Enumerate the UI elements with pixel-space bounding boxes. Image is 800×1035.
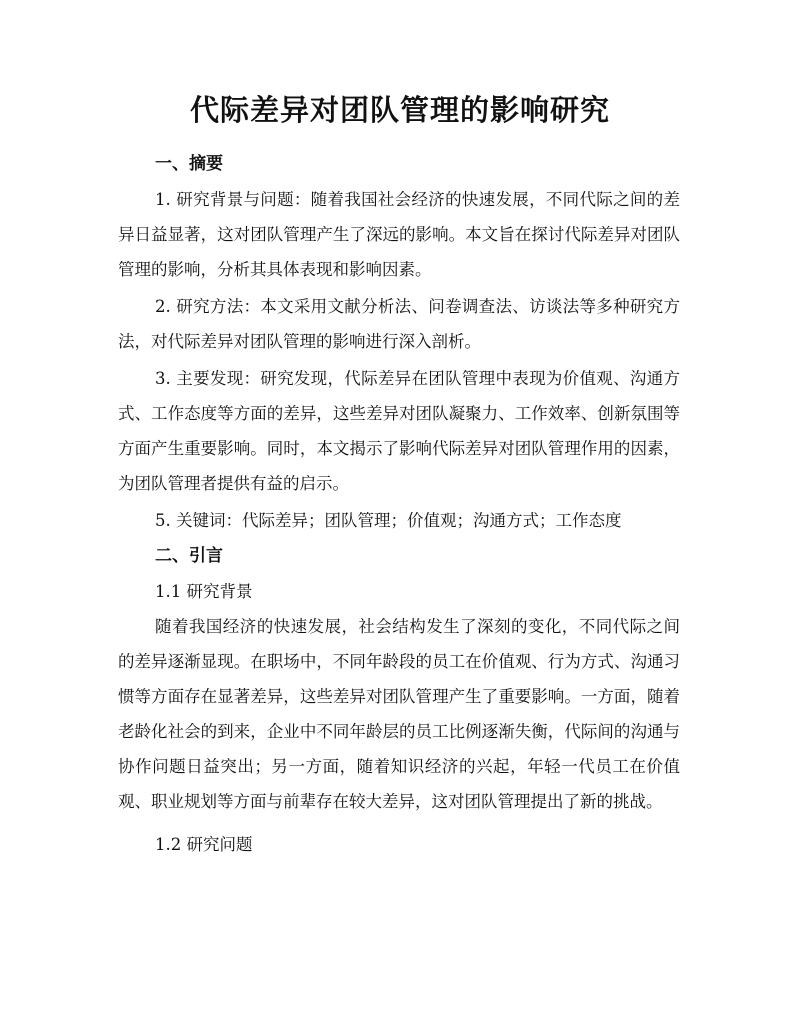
intro-heading: 二、引言	[155, 546, 223, 566]
intro-paragraph: 随着我国经济的快速发展，社会结构发生了深刻的变化，不同代际之间的差异逐渐显现。在职场中，不同年龄段的员工在价值观、行为方式、沟通习惯等方面存在显著差异，这些差异对团队管理产生了重要影响。一方面，随着老龄化社会的到来，企业中不同年龄层的员工比例逐渐失衡，代际间的沟通与协作问题日益突出；另一方面，随着知识经济的兴起，年轻一代员工在价值观、职业规划等方面与前辈存在较大差异，这对团队管理提出了新的挑战。	[118, 617, 680, 811]
subheading-research-background: 1.1 研究背景	[155, 582, 253, 601]
document-body	[118, 146, 680, 862]
abstract-item-methods: 2. 研究方法：本文采用文献分析法、问卷调查法、访谈法等多种研究方法，对代际差异对团队管理的影响进行深入剖析。	[118, 297, 680, 351]
abstract-item-keywords: 5. 关键词：代际差异；团队管理；价值观；沟通方式；工作态度	[155, 511, 622, 530]
document-title: 代际差异对团队管理的影响研究	[189, 93, 610, 127]
subheading-research-question: 1.2 研究问题	[155, 835, 253, 854]
abstract-item-findings: 3. 主要发现：研究发现，代际差异在团队管理中表现为价值观、沟通方式、工作态度等方面的差异，这些差异对团队凝聚力、工作效率、创新氛围等方面产生重要影响。同时，本文揭示了影响代际差异对团队管理作用的因素，为团队管理者提供有益的启示。	[118, 369, 680, 493]
abstract-heading: 一、摘要	[155, 154, 223, 174]
abstract-item-background: 1. 研究背景与问题：随着我国社会经济的快速发展，不同代际之间的差异日益显著，这对团队管理产生了深远的影响。本文旨在探讨代际差异对团队管理的影响，分析其具体表现和影响因素。	[118, 190, 680, 279]
